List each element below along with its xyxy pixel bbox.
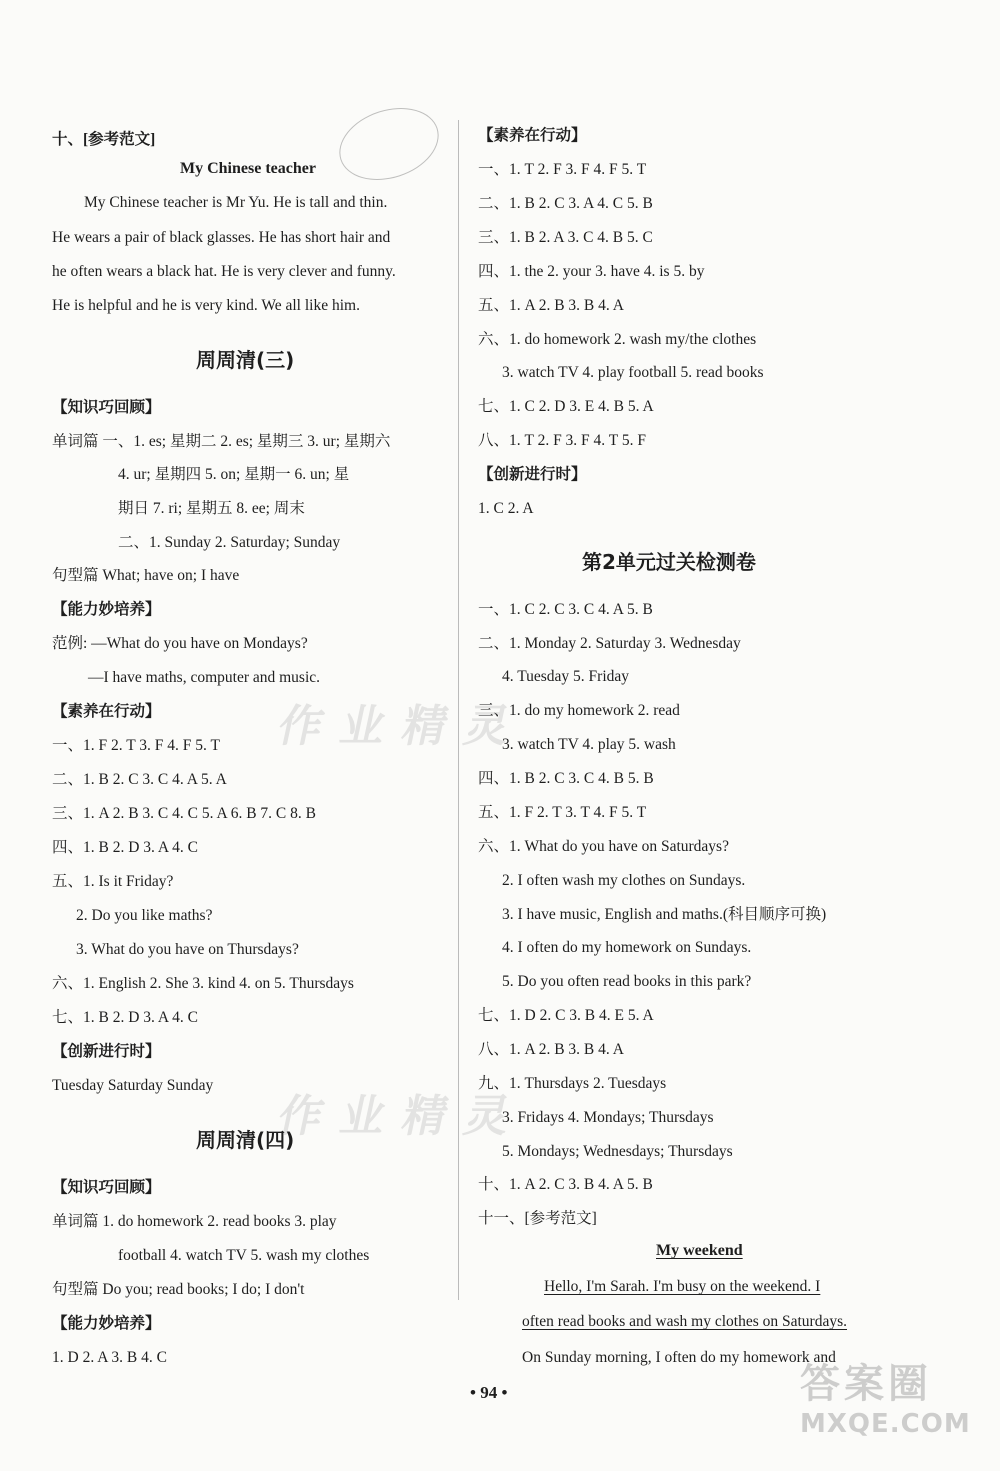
left-line: 范例: —What do you have on Mondays? <box>52 635 308 652</box>
left-line: 1. D 2. A 3. B 4. C <box>52 1349 167 1366</box>
right-line: 第2单元过关检测卷 <box>582 550 756 574</box>
left-line: He is helpful and he is very kind. We all like him. <box>52 297 360 314</box>
stamp-seal <box>330 96 448 192</box>
right-line: 2. I often wash my clothes on Sundays. <box>502 872 746 889</box>
right-line: 3. Fridays 4. Mondays; Thursdays <box>502 1109 714 1126</box>
left-line: 句型篇 Do you; read books; I do; I don't <box>52 1281 305 1298</box>
right-line: 六、1. do homework 2. wash my/the clothes <box>478 331 757 348</box>
right-line: On Sunday morning, I often do my homework and <box>522 1349 836 1366</box>
left-line: 二、1. B 2. C 3. C 4. A 5. A <box>52 771 227 788</box>
right-line: often read books and wash my clothes on Saturdays. <box>522 1313 848 1330</box>
right-line: 【素养在行动】 <box>478 127 587 144</box>
right-line: 三、1. do my homework 2. read <box>478 702 680 719</box>
right-line: 【创新进行时】 <box>478 466 587 483</box>
right-line: 五、1. F 2. T 3. T 4. F 5. T <box>478 804 647 821</box>
right-line: 3. watch TV 4. play 5. wash <box>502 736 676 753</box>
left-line: 十、[参考范文] <box>52 131 156 148</box>
left-line: 4. ur; 星期四 5. on; 星期一 6. un; 星 <box>118 466 350 483</box>
right-line: 3. I have music, English and maths.(科目顺序可换) <box>502 906 827 923</box>
left-line: My Chinese teacher <box>180 160 316 177</box>
left-line: football 4. watch TV 5. wash my clothes <box>118 1247 370 1264</box>
right-line: 一、1. C 2. C 3. C 4. A 5. B <box>478 601 653 618</box>
left-line: 【知识巧回顾】 <box>52 399 161 416</box>
right-line: My weekend <box>656 1242 743 1259</box>
left-line: he often wears a black hat. He is very clever and funny. <box>52 263 396 280</box>
left-line: 五、1. Is it Friday? <box>52 873 174 890</box>
site-logo-watermark <box>800 1352 980 1452</box>
logo-line-1: 答案圈 <box>800 1361 932 1407</box>
right-line: 四、1. the 2. your 3. have 4. is 5. by <box>478 263 705 280</box>
left-line: 单词篇 1. do homework 2. read books 3. play <box>52 1213 337 1230</box>
right-line: 四、1. B 2. C 3. C 4. B 5. B <box>478 770 654 787</box>
right-line: 八、1. A 2. B 3. B 4. A <box>478 1041 624 1058</box>
right-line: 二、1. B 2. C 3. A 4. C 5. B <box>478 195 653 212</box>
right-line: 七、1. D 2. C 3. B 4. E 5. A <box>478 1007 654 1024</box>
right-line: 八、1. T 2. F 3. F 4. T 5. F <box>478 432 646 449</box>
right-line: 1. C 2. A <box>478 500 534 517</box>
right-line: 一、1. T 2. F 3. F 4. F 5. T <box>478 161 647 178</box>
right-line: 十、1. A 2. C 3. B 4. A 5. B <box>478 1176 653 1193</box>
right-line: 5. Do you often read books in this park? <box>502 973 752 990</box>
left-line: 期日 7. ri; 星期五 8. ee; 周末 <box>118 500 305 517</box>
left-line: 二、1. Sunday 2. Saturday; Sunday <box>118 534 341 551</box>
left-line: 句型篇 What; have on; I have <box>52 567 240 584</box>
watermark-text: 作业精灵 <box>273 702 533 751</box>
left-line: My Chinese teacher is Mr Yu. He is tall and thin. <box>84 194 388 211</box>
right-line: 5. Mondays; Wednesdays; Thursdays <box>502 1143 733 1160</box>
left-line: 周周清(四) <box>196 1128 295 1152</box>
left-line: 【能力妙培养】 <box>52 601 161 618</box>
left-line: 三、1. A 2. B 3. C 4. C 5. A 6. B 7. C 8. B <box>52 805 316 822</box>
left-line: 周周清(三) <box>196 348 295 372</box>
left-line: 【能力妙培养】 <box>52 1315 161 1332</box>
left-line: 七、1. B 2. D 3. A 4. C <box>52 1009 198 1026</box>
logo-line-2: MXQE.COM <box>800 1409 971 1439</box>
left-line: 六、1. English 2. She 3. kind 4. on 5. Thursdays <box>52 975 354 992</box>
right-line: 七、1. C 2. D 3. E 4. B 5. A <box>478 398 654 415</box>
left-line: 四、1. B 2. D 3. A 4. C <box>52 839 198 856</box>
left-line: Tuesday Saturday Sunday <box>52 1077 214 1094</box>
right-line: 十一、[参考范文] <box>478 1210 597 1227</box>
left-line: 一、1. F 2. T 3. F 4. F 5. T <box>52 737 220 754</box>
right-line: 三、1. B 2. A 3. C 4. B 5. C <box>478 229 653 246</box>
right-line: 五、1. A 2. B 3. B 4. A <box>478 297 624 314</box>
left-line: 【创新进行时】 <box>52 1043 161 1060</box>
left-line: 单词篇 一、1. es; 星期二 2. es; 星期三 3. ur; 星期六 <box>52 433 391 450</box>
right-line: 九、1. Thursdays 2. Tuesdays <box>478 1075 667 1092</box>
left-line: 【知识巧回顾】 <box>52 1179 161 1196</box>
right-line: 六、1. What do you have on Saturdays? <box>478 838 729 855</box>
page-number: • 94 • <box>470 1383 508 1402</box>
watermark-text-2: 作业精灵 <box>273 1092 533 1141</box>
left-line: 【素养在行动】 <box>52 703 161 720</box>
left-line: 3. What do you have on Thursdays? <box>76 941 299 958</box>
right-line: 4. Tuesday 5. Friday <box>502 668 630 685</box>
right-line: 3. watch TV 4. play football 5. read books <box>502 364 764 381</box>
right-line: 4. I often do my homework on Sundays. <box>502 939 752 956</box>
right-line: 二、1. Monday 2. Saturday 3. Wednesday <box>478 635 741 652</box>
left-line: He wears a pair of black glasses. He has short hair and <box>52 229 391 246</box>
left-line: —I have maths, computer and music. <box>88 669 321 686</box>
left-line: 2. Do you like maths? <box>76 907 213 924</box>
right-line: Hello, I'm Sarah. I'm busy on the weekend. I <box>544 1278 821 1295</box>
